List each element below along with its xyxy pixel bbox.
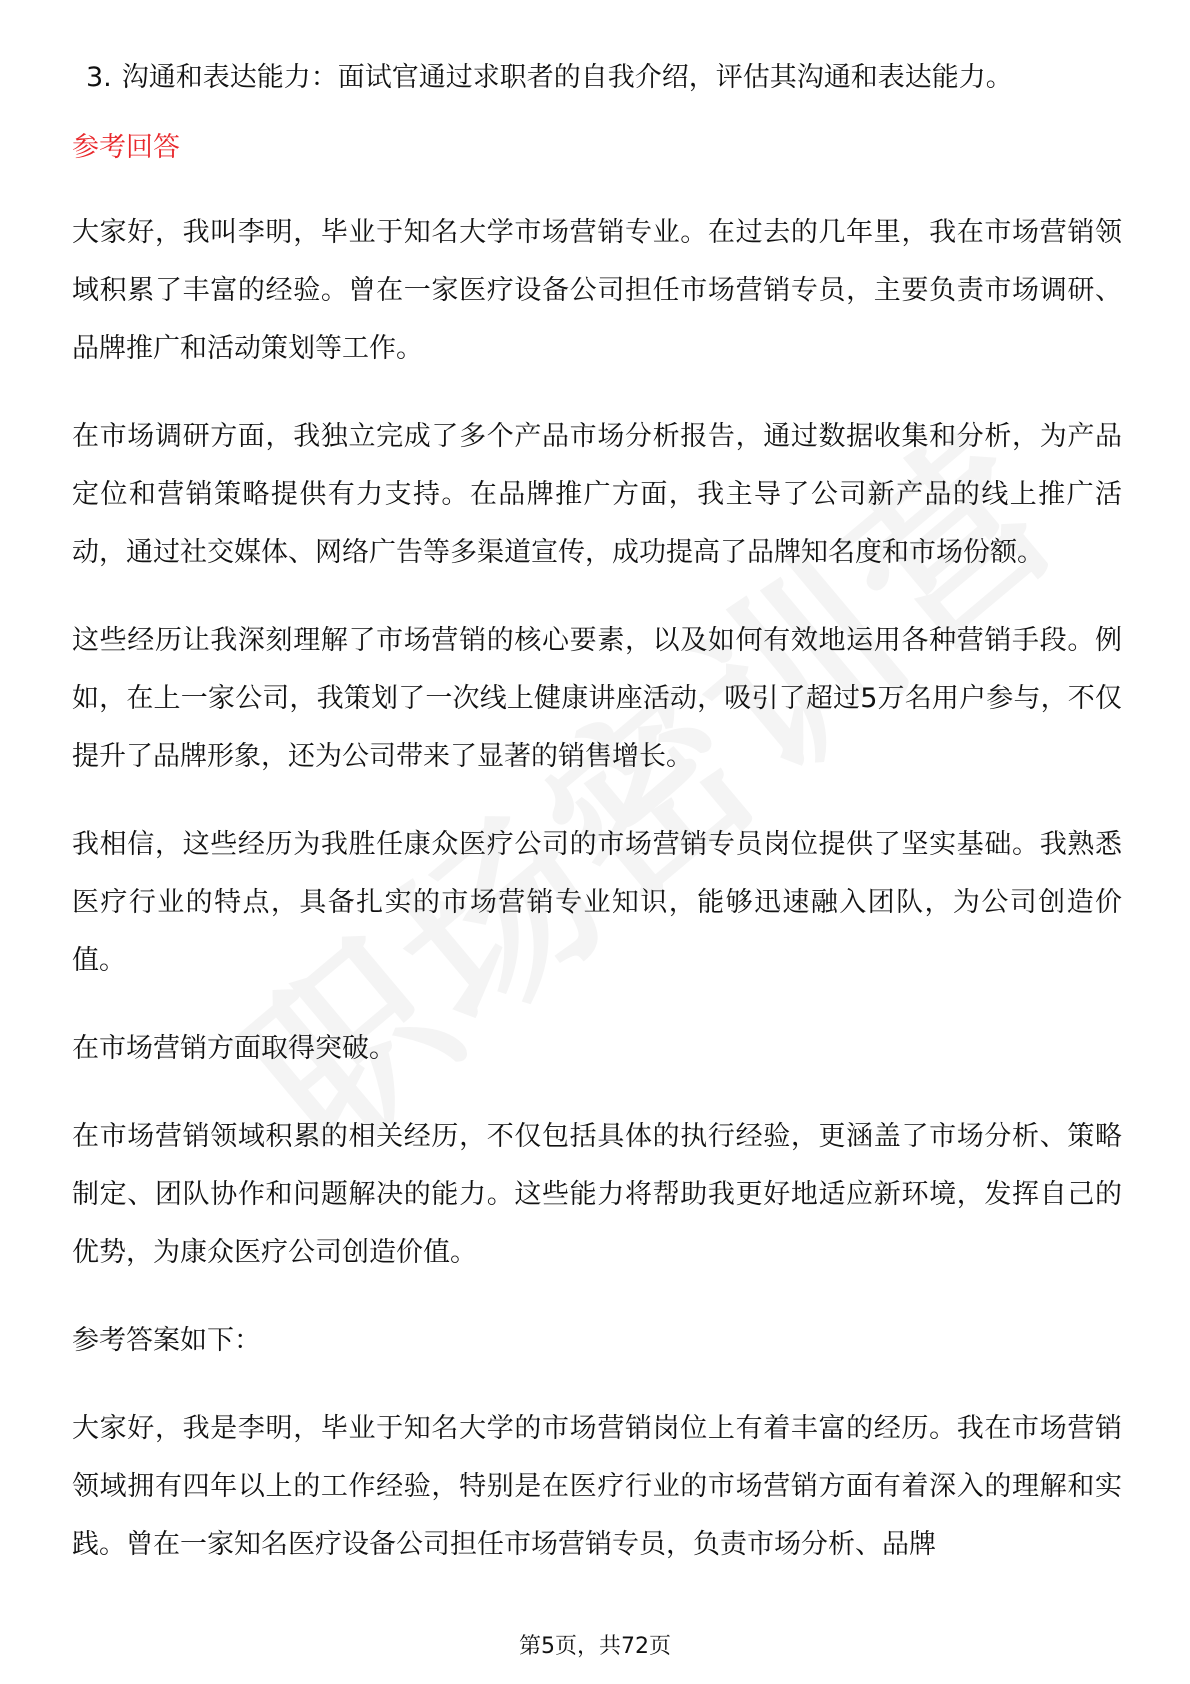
paragraph-breakthrough: 在市场营销方面取得突破。: [72, 1033, 396, 1064]
page-footer: 第5页，共72页: [519, 1634, 671, 1659]
numbered-list-item: [72, 58, 1122, 98]
document-content: [72, 58, 1122, 1604]
section-heading: 参考回答: [72, 132, 180, 163]
paragraph-qualification: 我相信，这些经历为我胜任康众医疗公司的市场营销专员岗位提供了坚实基础。我熟悉医疗行业的特点，具备扎实的市场营销专业知识，能够迅速融入团队，为公司创造价值。: [72, 829, 1122, 976]
paragraph-second-answer: 大家好，我是李明，毕业于知名大学的市场营销岗位上有着丰富的经历。我在市场营销领域拥有四年以上的工作经验，特别是在医疗行业的市场营销方面有着深入的理解和实践。曾在一家知名医疗设备公司担任市场营销专员，负责市场分析、品牌: [72, 1413, 1122, 1560]
paragraph-intro: 大家好，我叫李明，毕业于知名大学市场营销专业。在过去的几年里，我在市场营销领域积累了丰富的经验。曾在一家医疗设备公司担任市场营销专员，主要负责市场调研、品牌推广和活动策划等工作。: [72, 217, 1122, 364]
paragraph-research-branding: 在市场调研方面，我独立完成了多个产品市场分析报告，通过数据收集和分析，为产品定位和营销策略提供有力支持。在品牌推广方面，我主导了公司新产品的线上推广活动，通过社交媒体、网络广告等多渠道宣传，成功提高了品牌知名度和市场份额。: [72, 421, 1122, 568]
list-item-number: 3.: [86, 62, 112, 93]
paragraph-answer-label: 参考答案如下：: [72, 1325, 261, 1356]
paragraph-abilities: 在市场营销领域积累的相关经历，不仅包括具体的执行经验，更涵盖了市场分析、策略制定、团队协作和问题解决的能力。这些能力将帮助我更好地适应新环境，发挥自己的优势，为康众医疗公司创造价值。: [72, 1121, 1122, 1268]
paragraph-core-elements: 这些经历让我深刻理解了市场营销的核心要素，以及如何有效地运用各种营销手段。例如，在上一家公司，我策划了一次线上健康讲座活动，吸引了超过5万名用户参与，不仅提升了品牌形象，还为公司带来了显著的销售增长。: [72, 625, 1122, 772]
list-item-text: 沟通和表达能力：面试官通过求职者的自我介绍，评估其沟通和表达能力。: [121, 62, 1013, 93]
